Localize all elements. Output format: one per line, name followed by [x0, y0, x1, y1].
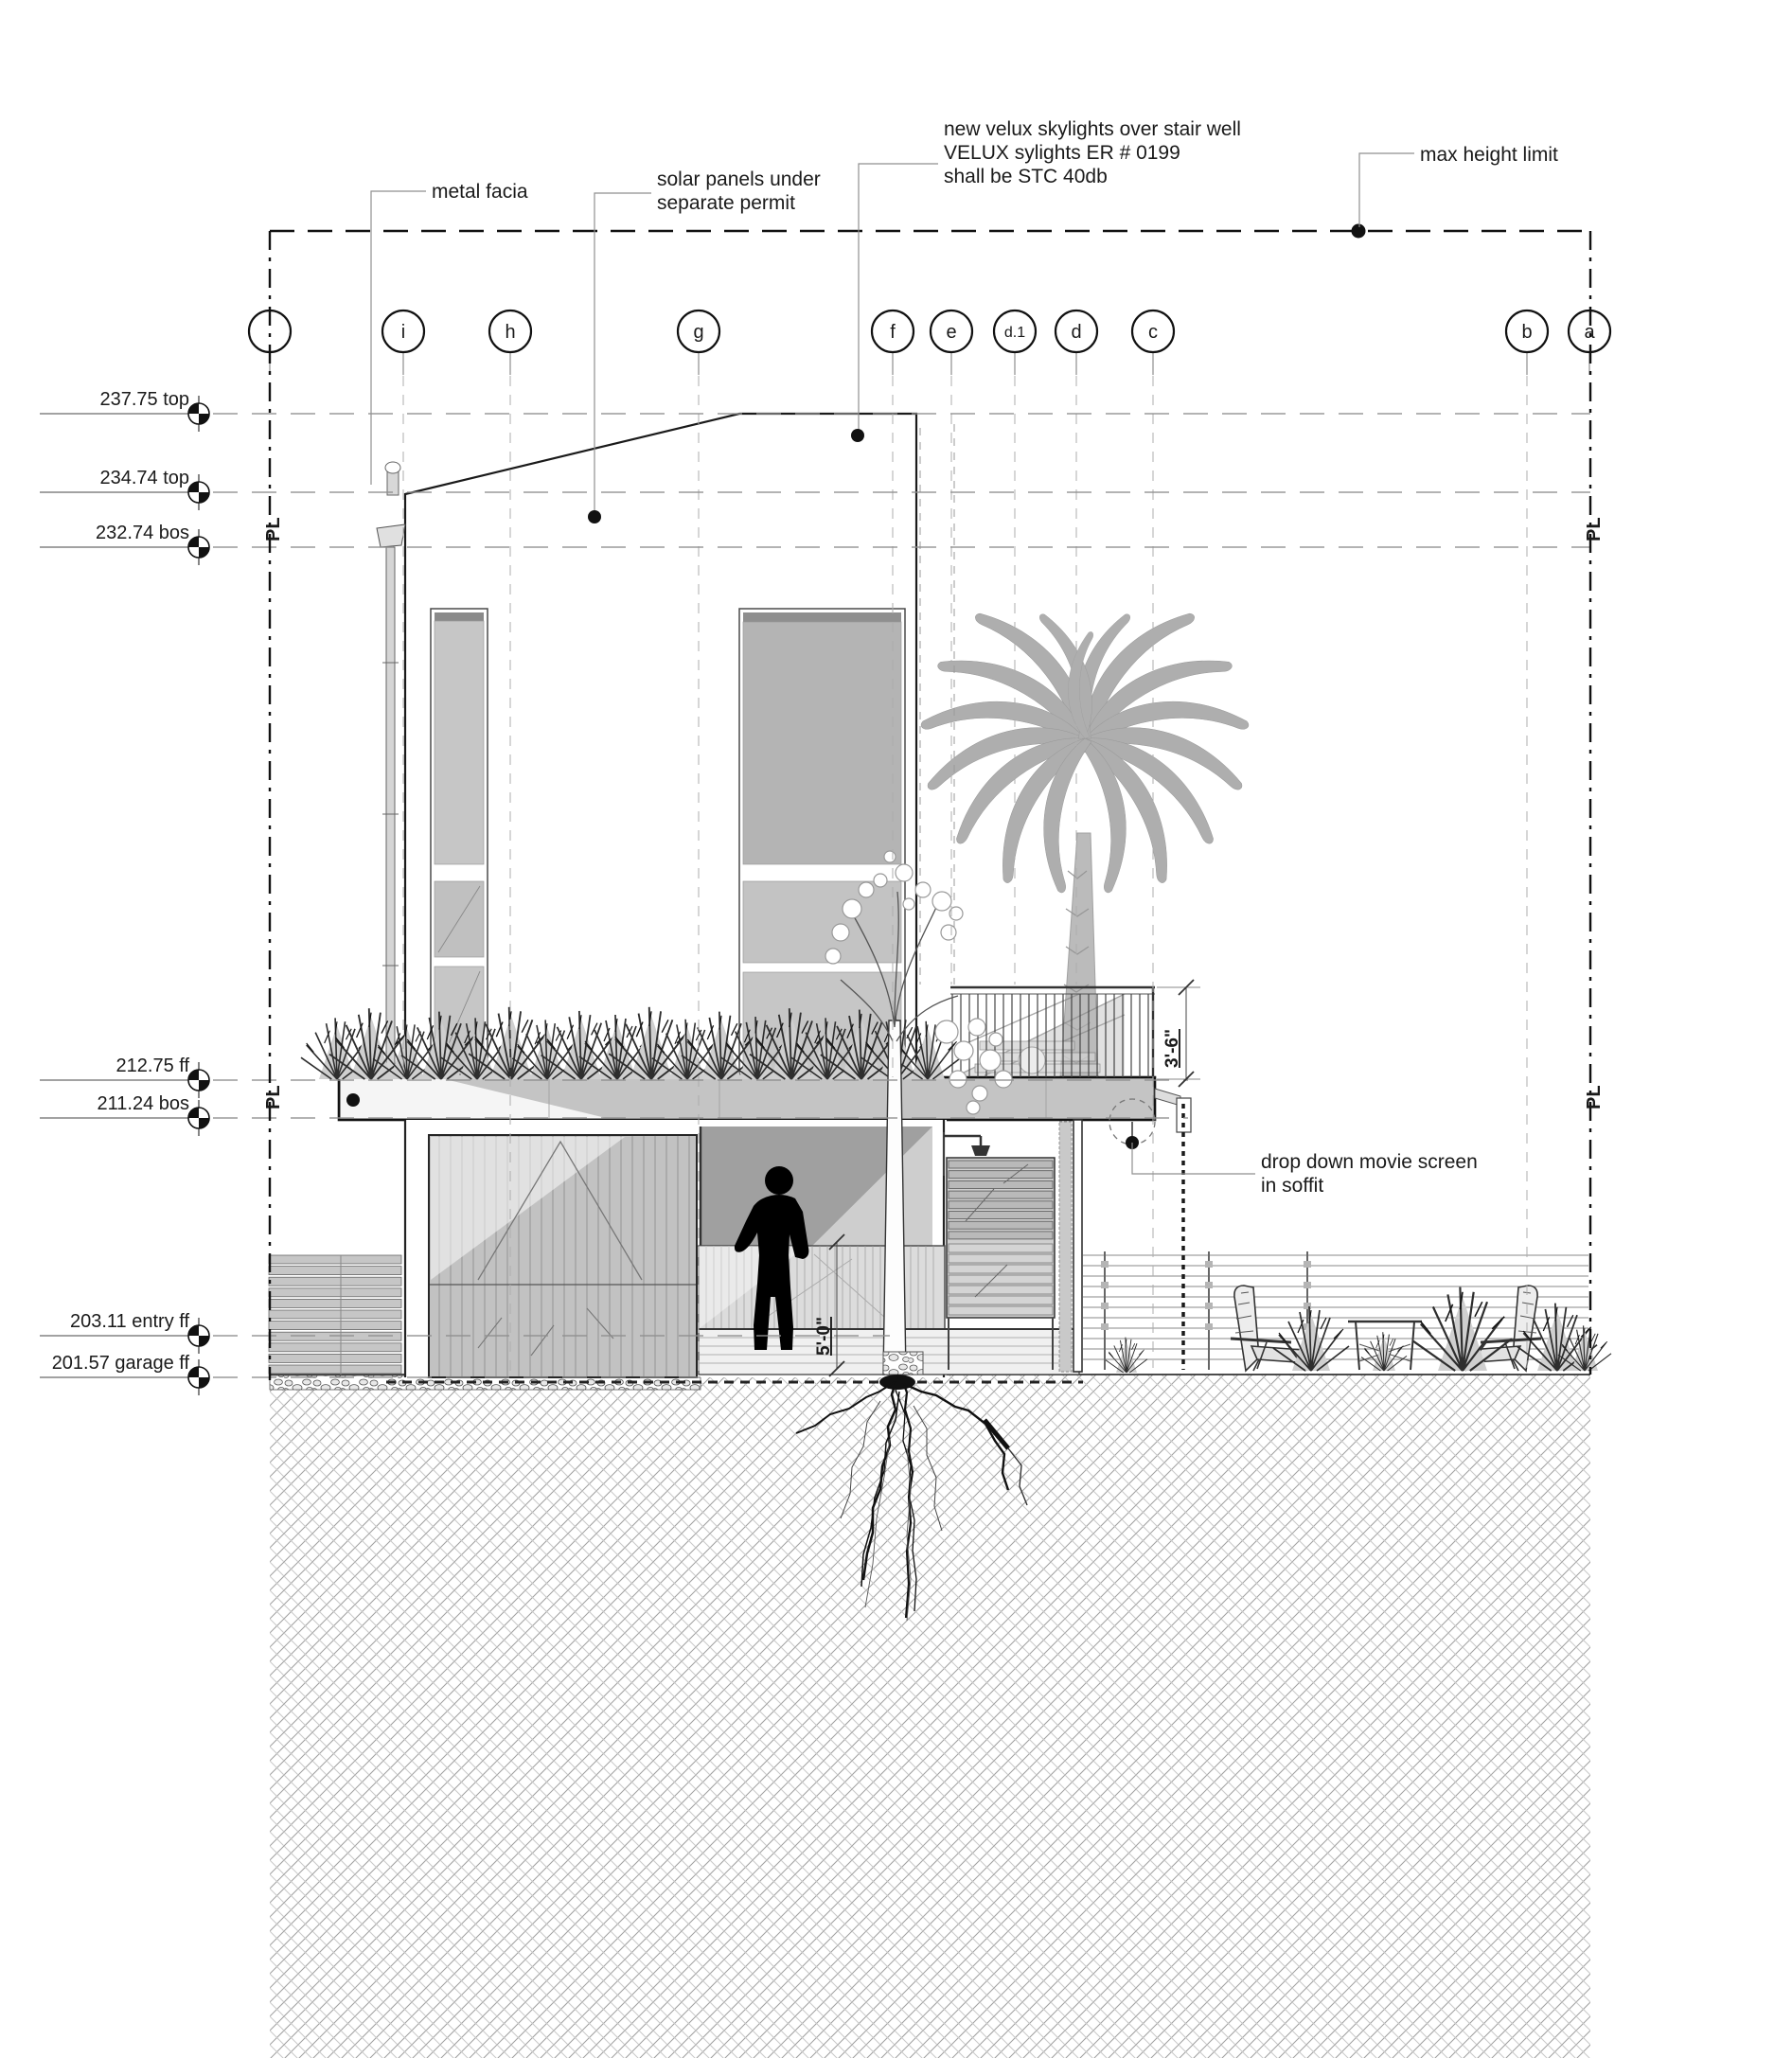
grid-bubble-label: d.1 [1003, 325, 1026, 341]
annotation-text: in soffit [1261, 1175, 1324, 1197]
annotation-text: separate permit [657, 192, 795, 214]
ground-hatch [270, 1375, 1590, 2058]
plank-guard-fence [699, 1246, 945, 1329]
grid-bubble-label: f [890, 322, 896, 343]
grid-bubble-label: b [1521, 322, 1533, 343]
annotation-skylights [851, 118, 1241, 442]
annotation-text: metal facia [432, 181, 528, 203]
dimension-text: 5'-0" [814, 1317, 834, 1356]
property-line-label: PL [1584, 1085, 1605, 1109]
left-fence [269, 1255, 401, 1375]
max-height-line [270, 224, 1590, 239]
moss-strip [1059, 1122, 1072, 1372]
annotation-movie-screen [1126, 1136, 1478, 1197]
annotation-text: VELUX sylights ER # 0199 [944, 142, 1180, 164]
solar-leader-dot [588, 510, 601, 523]
building-upper [377, 414, 916, 1079]
annotation-text: drop down movie screen [1261, 1151, 1478, 1173]
grid-bubble-label: g [693, 322, 704, 343]
skylight-leader-dot [851, 429, 864, 442]
level-label: 212.75 ff [115, 1056, 189, 1076]
movie-screen-chain [1109, 1099, 1183, 1370]
grid-bubbles [249, 310, 1610, 375]
grid-bubble-label: c [1148, 322, 1158, 343]
property-line-right [1584, 231, 1605, 1375]
level-label: 203.11 entry ff [69, 1311, 189, 1332]
slab-leader-dot [346, 1093, 360, 1107]
dimension-text: 3'-6" [1162, 1029, 1182, 1068]
grid-bubble-label: a [1584, 322, 1595, 343]
max-height-leader-dot [1352, 224, 1366, 239]
level-label: 237.75 top [99, 389, 189, 410]
dimension-railing-height [1157, 980, 1200, 1087]
property-line-label: PL [263, 1085, 284, 1109]
downspout [377, 524, 405, 1077]
annotation-max-height [1359, 144, 1558, 227]
level-label: 234.74 top [99, 468, 189, 488]
garage-door [429, 1135, 697, 1377]
property-line-label: PL [1584, 517, 1605, 541]
level-label: 201.57 garage ff [51, 1353, 189, 1374]
annotation-text: solar panels under [657, 169, 821, 190]
grid-bubble-label: d [1071, 322, 1082, 343]
annotation-text: max height limit [1420, 144, 1558, 166]
window-left [431, 609, 488, 1074]
window-right [739, 609, 905, 1074]
property-line-label: PL [263, 517, 284, 541]
grid-bubble-label: e [946, 322, 957, 343]
grid-bubble-label: h [505, 322, 516, 343]
annotation-text: new velux skylights over stair well [944, 118, 1241, 140]
property-line-left [263, 231, 284, 1380]
level-label: 211.24 bos [97, 1093, 189, 1114]
level-label: 232.74 bos [96, 523, 189, 543]
roof-vent-pipe [385, 462, 400, 495]
tree-gravel-pocket [883, 1352, 923, 1375]
annotation-text: shall be STC 40db [944, 166, 1108, 187]
fence-post [1073, 1120, 1082, 1372]
grid-bubble-label: i [400, 322, 406, 343]
